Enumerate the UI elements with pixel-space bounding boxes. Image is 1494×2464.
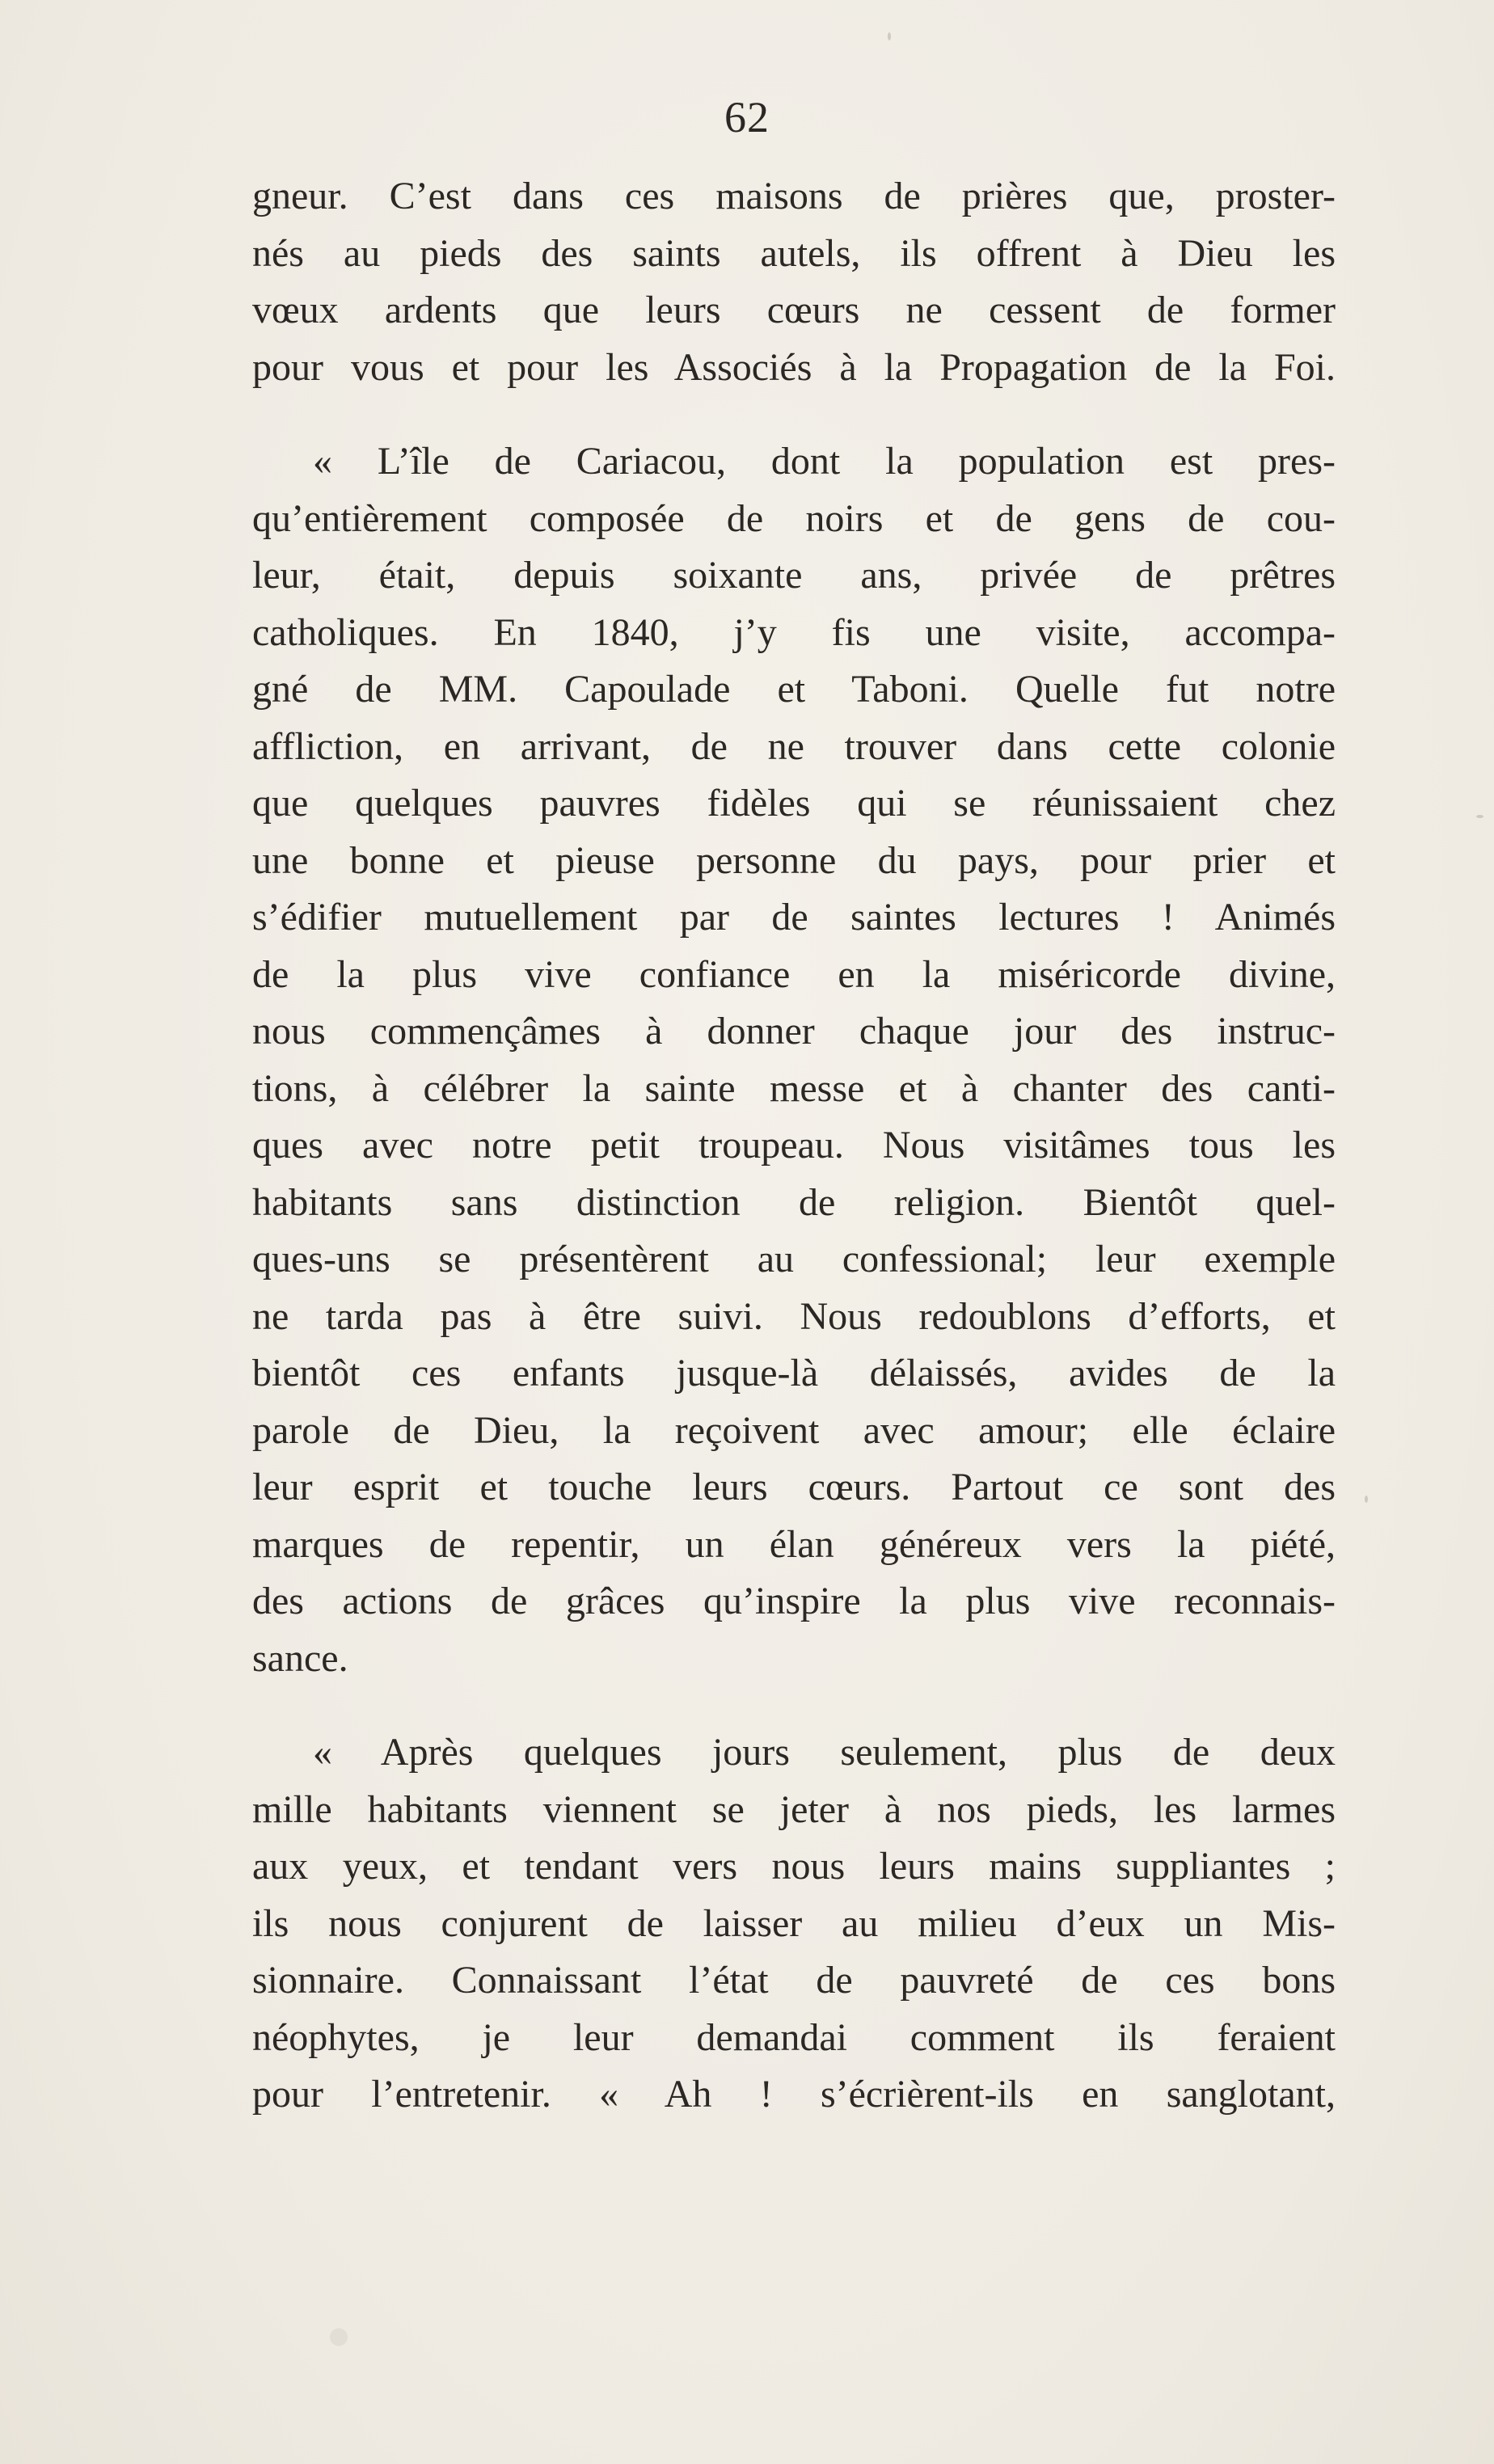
text-line: néophytes, je leur demandai comment ils feraient	[252, 2015, 1336, 2059]
text-line: nous commençâmes à donner chaque jour des instruc-	[252, 1010, 1336, 1053]
paragraph	[252, 433, 1336, 1687]
text-line: sance.	[252, 1636, 348, 1680]
text-line: ques avec notre petit troupeau. Nous visitâmes tous les	[252, 1124, 1336, 1167]
text-line: habitants sans distinction de religion. Bientôt quel-	[252, 1180, 1336, 1224]
text-line: ques-uns se présentèrent au confessional; leur exemple	[252, 1238, 1336, 1281]
text-line: catholiques. En 1840, j’y fis une visite, accompa-	[252, 610, 1336, 654]
paragraph	[252, 1724, 1336, 2124]
text-line: gneur. C’est dans ces maisons de prières que, proster-	[252, 175, 1336, 217]
paper-speck	[330, 2328, 348, 2346]
body-text	[252, 168, 1336, 2124]
text-line: s’édifier mutuellement par de saintes lectures ! Animés	[252, 896, 1336, 939]
text-line: que quelques pauvres fidèles qui se réunissaient chez	[252, 782, 1336, 825]
text-line: pour vous et pour les Associés à la Propagation de la Foi.	[252, 345, 1336, 389]
text-line: des actions de grâces qu’inspire la plus vive reconnais-	[252, 1580, 1336, 1622]
text-line: qu’entièrement composée de noirs et de gens de cou-	[252, 496, 1336, 540]
text-line: leur esprit et touche leurs cœurs. Partout ce sont des	[252, 1466, 1336, 1508]
text-line: de la plus vive confiance en la miséricorde divine,	[252, 952, 1336, 996]
text-line: mille habitants viennent se jeter à nos pieds, les larmes	[252, 1787, 1336, 1831]
text-line: ils nous conjurent de laisser au milieu d’eux un Mis-	[252, 1901, 1336, 1945]
text-line: parole de Dieu, la reçoivent avec amour; elle éclaire	[252, 1408, 1336, 1452]
page-number: 62	[724, 93, 770, 141]
text-line: sionnaire. Connaissant l’état de pauvreté de ces bons	[252, 1959, 1336, 2002]
text-line: tions, à célébrer la sainte messe et à chanter des canti-	[252, 1066, 1336, 1110]
paper-speck	[1365, 1496, 1368, 1503]
text-line: « L’île de Cariacou, dont la population est pres-	[313, 440, 1336, 483]
text-line: nés au pieds des saints autels, ils offrent à Dieu les	[252, 231, 1336, 275]
text-line: ne tarda pas à être suivi. Nous redoublons d’efforts, et	[252, 1294, 1336, 1338]
paragraph	[252, 168, 1336, 396]
paper-speck	[888, 32, 891, 40]
text-line: gné de MM. Capoulade et Taboni. Quelle fut notre	[252, 668, 1336, 711]
text-line: leur, était, depuis soixante ans, privée de prêtres	[252, 554, 1336, 597]
text-line: bientôt ces enfants jusque-là délaissés, avides de la	[252, 1352, 1336, 1394]
text-line: « Après quelques jours seulement, plus de deux	[313, 1731, 1336, 1774]
text-line: pour l’entretenir. « Ah ! s’écrièrent-ils en sanglotant,	[252, 2073, 1336, 2116]
text-line: vœux ardents que leurs cœurs ne cessent de former	[252, 289, 1336, 331]
paper-speck	[1476, 815, 1483, 818]
text-line: marques de repentir, un élan généreux vers la piété,	[252, 1522, 1336, 1566]
text-line: affliction, en arrivant, de ne trouver dans cette colonie	[252, 724, 1336, 768]
text-line: aux yeux, et tendant vers nous leurs mains suppliantes ;	[252, 1845, 1336, 1888]
text-line: une bonne et pieuse personne du pays, pour prier et	[252, 838, 1336, 882]
